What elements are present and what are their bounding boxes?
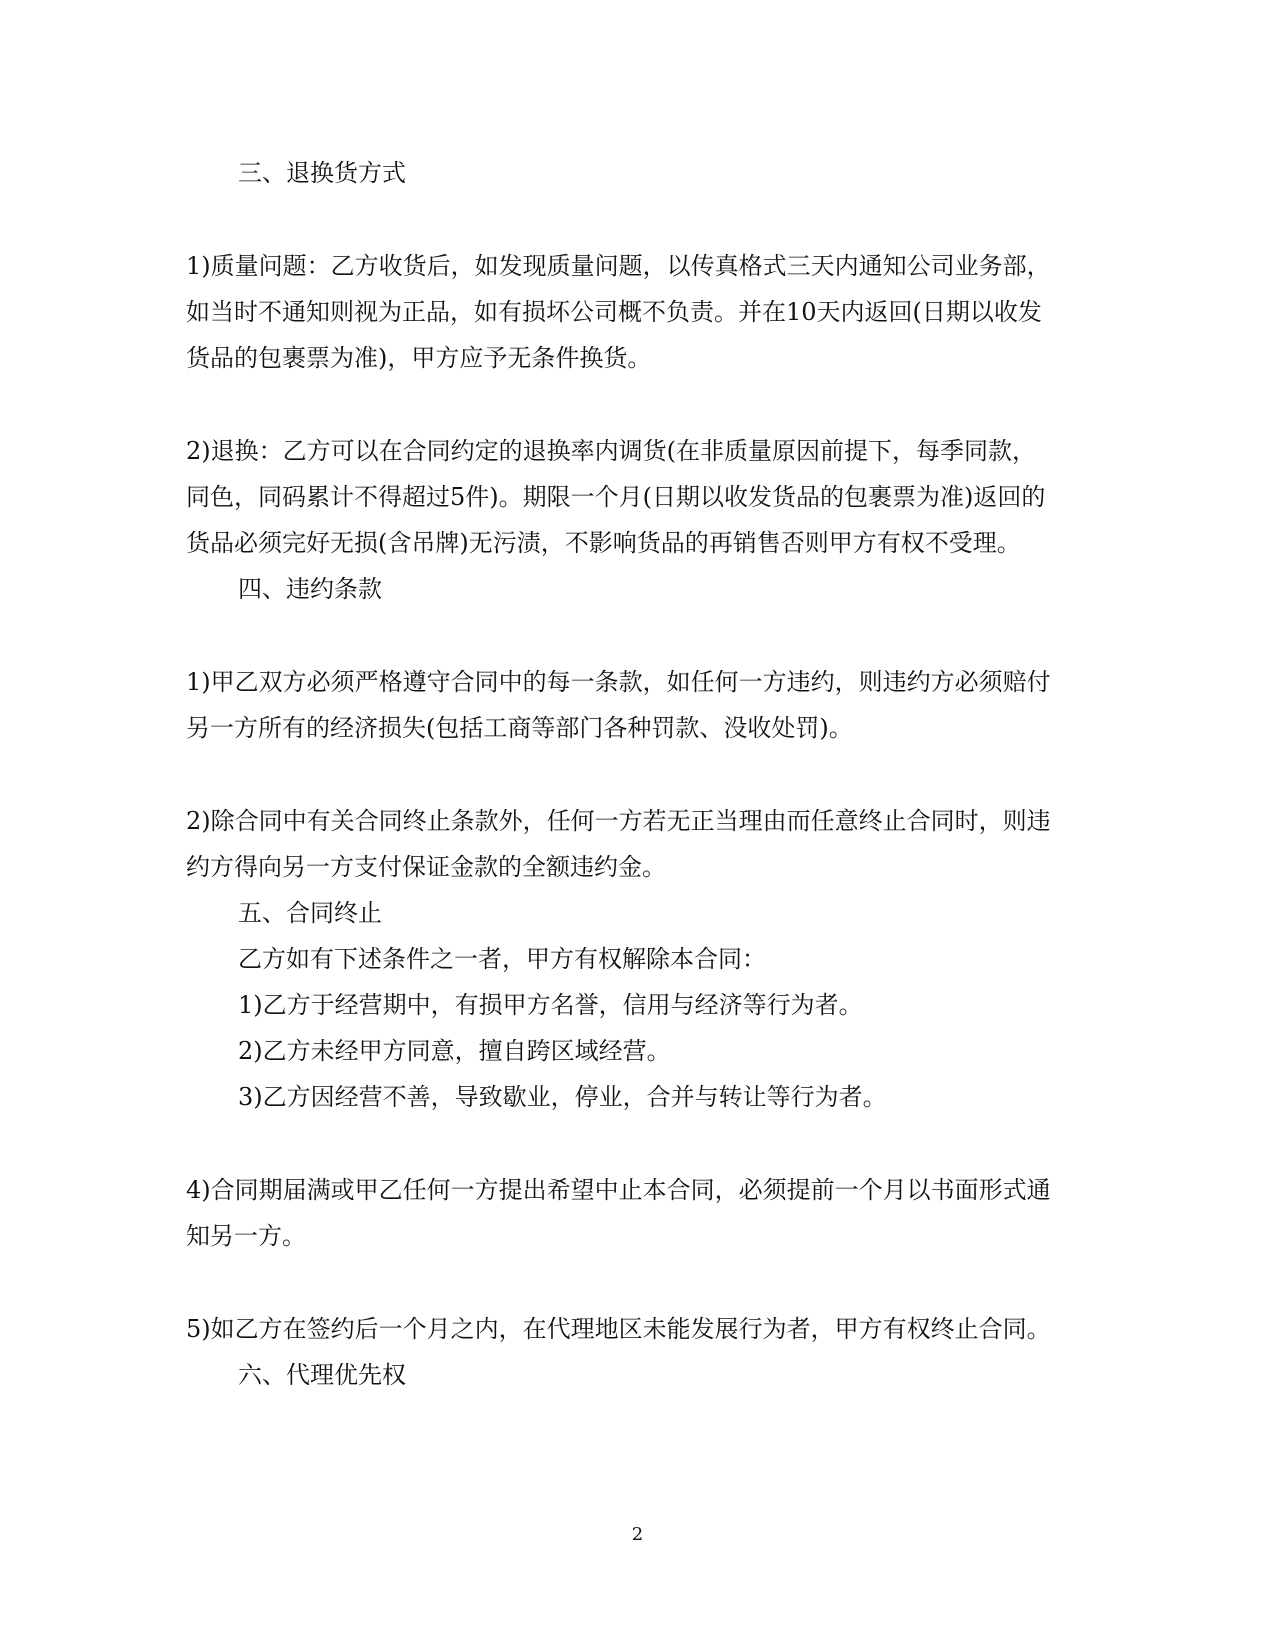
- paragraph-line: 货品必须完好无损(含吊牌)无污渍，不影响货品的再销售否则甲方有权不受理。: [186, 529, 1021, 557]
- list-item: 1)乙方于经营期中，有损甲方名誉，信用与经济等行为者。: [238, 991, 863, 1019]
- paragraph-line: 2)除合同中有关合同终止条款外，任何一方若无正当理由而任意终止合同时，则违: [186, 807, 1051, 835]
- list-item: 3)乙方因经营不善，导致歇业，停业，合并与转让等行为者。: [238, 1083, 887, 1111]
- list-item: 2)乙方未经甲方同意，擅自跨区域经营。: [238, 1037, 671, 1065]
- paragraph-line: 乙方如有下述条件之一者，甲方有权解除本合同：: [238, 945, 766, 973]
- paragraph-line: 货品的包裹票为准)，甲方应予无条件换货。: [186, 344, 652, 372]
- paragraph-line: 如当时不通知则视为正品，如有损坏公司概不负责。并在10天内返回(日期以收发: [186, 298, 1042, 326]
- paragraph-line: 同色，同码累计不得超过5件)。期限一个月(日期以收发货品的包裹票为准)返回的: [186, 483, 1046, 511]
- paragraph-line: 知另一方。: [186, 1222, 306, 1250]
- page-number: 2: [631, 1524, 644, 1545]
- paragraph-line: 1)质量问题：乙方收货后，如发现质量问题，以传真格式三天内通知公司业务部，: [186, 252, 1051, 280]
- paragraph-line: 约方得向另一方支付保证金款的全额违约金。: [186, 853, 666, 881]
- paragraph-line: 4)合同期届满或甲乙任何一方提出希望中止本合同，必须提前一个月以书面形式通: [186, 1176, 1051, 1204]
- section-heading-3: 三、退换货方式: [238, 159, 406, 187]
- paragraph-line: 另一方所有的经济损失(包括工商等部门各种罚款、没收处罚)。: [186, 714, 853, 742]
- section-heading-6: 六、代理优先权: [238, 1361, 406, 1389]
- paragraph-line: 1)甲乙双方必须严格遵守合同中的每一条款，如任何一方违约，则违约方必须赔付: [186, 668, 1051, 696]
- section-heading-5: 五、合同终止: [238, 899, 382, 927]
- paragraph-line: 5)如乙方在签约后一个月之内，在代理地区未能发展行为者，甲方有权终止合同。: [186, 1315, 1051, 1343]
- section-heading-4: 四、违约条款: [238, 575, 382, 603]
- paragraph-line: 2)退换：乙方可以在合同约定的退换率内调货(在非质量原因前提下，每季同款，: [186, 437, 1036, 465]
